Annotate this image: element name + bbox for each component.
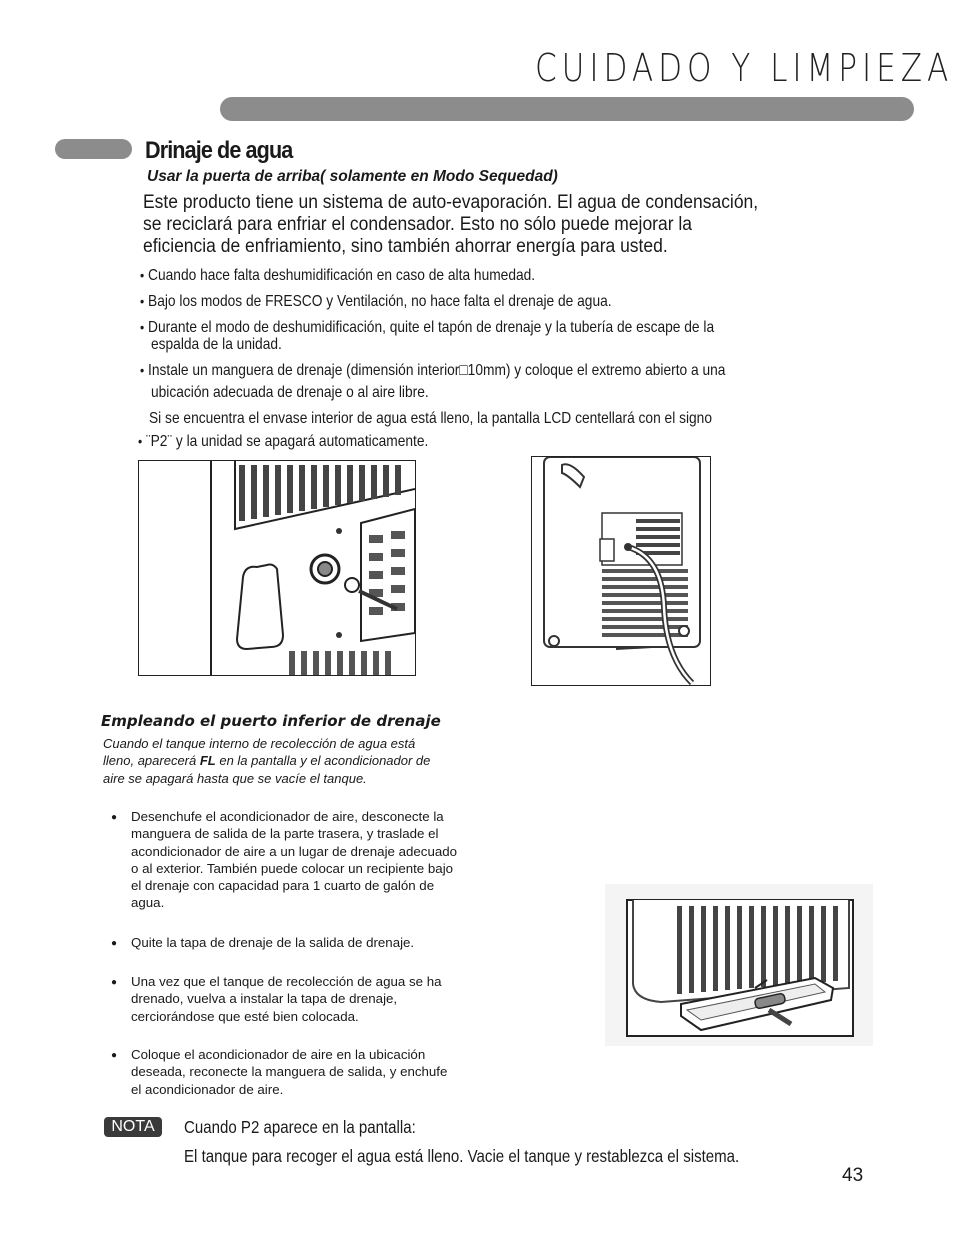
bullet-text: Bajo los modos de FRESCO y Ventilación, no hace falta el drenaje de agua.: [148, 293, 612, 310]
bullet-dot: ●: [111, 977, 118, 988]
bullet-item: [140, 292, 612, 311]
lower-intro-code: FL: [199, 753, 216, 769]
bullet-text-continued: ubicación adecuada de drenaje o al aire libre.: [151, 384, 429, 401]
bullet-dot: •: [140, 293, 145, 309]
lower-intro-text-before: Cuando el tanque interno de recolección de agua está lleno, aparecerá: [103, 736, 416, 769]
bullet-text: ¨P2¨ y la unidad se apagará automaticamente.: [146, 433, 429, 450]
bullet-text-standalone: Si se encuentra el envase interior de agua está lleno, la pantalla LCD centellará con el signo: [149, 410, 712, 427]
bottom-drain-drawing: [605, 884, 873, 1046]
bullet-dot: •: [140, 267, 145, 283]
bullet-dot: •: [140, 319, 145, 335]
bullet-item: [138, 432, 428, 451]
note-line-1: Cuando P2 aparece en la pantalla:: [184, 1117, 416, 1137]
bottom-drain-tray-illustration: [605, 884, 873, 1046]
rear-unit-drawing: [532, 457, 710, 685]
lower-bullet-text: Una vez que el tanque de recolección de agua se ha drenado, vuelva a instalar la tapa de drenaje, cerciorándose que esté bien colocada.: [131, 974, 442, 1024]
title-bar-decoration: [220, 97, 914, 121]
bullet-text-continued: espalda de la unidad.: [151, 336, 282, 353]
note-line-2: El tanque para recoger el agua está lleno. Vacie el tanque y restablezca el sistema.: [184, 1146, 740, 1166]
lower-intro-paragraph: [103, 735, 443, 787]
rear-unit-hose-illustration: [531, 456, 711, 686]
bullet-dot: •: [138, 433, 143, 449]
bullet-text: Instale un manguera de drenaje (dimensión interior□10mm) y coloque el extremo abierto a una: [148, 362, 726, 379]
section-subtitle: Usar la puerta de arriba( solamente en Modo Sequedad): [147, 168, 558, 185]
drain-plug-drawing: [139, 461, 415, 675]
section-title: Drinaje de agua: [145, 137, 293, 164]
bullet-text: Durante el modo de deshumidificación, quite el tapón de drenaje y la tubería de escape de la: [148, 319, 715, 336]
lower-intro-text-after: en la pantalla y el acondicionador de aire se apagará hasta que se vacíe el tanque.: [103, 753, 431, 786]
nota-badge: NOTA: [104, 1117, 162, 1137]
page-title: CUIDADO Y LIMPIEZA: [535, 46, 954, 90]
lower-bullet-text: Quite la tapa de drenaje de la salida de drenaje.: [131, 935, 415, 950]
bullet-dot: ●: [111, 812, 118, 823]
lower-section-heading: Empleando el puerto inferior de drenaje: [101, 712, 441, 730]
bullet-text: Cuando hace falta deshumidificación en caso de alta humedad.: [148, 267, 536, 284]
bullet-dot: ●: [111, 938, 118, 949]
lower-bullet-text: Coloque el acondicionador de aire en la ubicación deseada, reconecte la manguera de salida, y enchufe el acondicionador de aire.: [131, 1047, 448, 1097]
bullet-item: [140, 318, 714, 337]
bullet-item: [140, 361, 725, 380]
intro-paragraph: Este producto tiene un sistema de auto-evaporación. El agua de condensación, se reciclará para enfriar el condensador. Esto no sólo puede mejorar la eficiencia de enfriamiento, sino también ahorrar energía para usted.: [143, 192, 759, 257]
page-number: 43: [842, 1165, 864, 1186]
section-pill-decoration: [55, 139, 132, 159]
bullet-dot: ●: [111, 1050, 118, 1061]
lower-bullet-text: Desenchufe el acondicionador de aire, desconecte la manguera de salida de la parte trasera, y traslade el acondicionador de aire a un lugar de drenaje adecuado o al exterior. También puede colocar un recipiente bajo el drenaje con capacidad para 1 cuarto de galón de agua.: [131, 809, 458, 911]
bullet-dot: •: [140, 362, 145, 378]
drain-plug-illustration: [138, 460, 416, 676]
bullet-item: [140, 266, 535, 285]
